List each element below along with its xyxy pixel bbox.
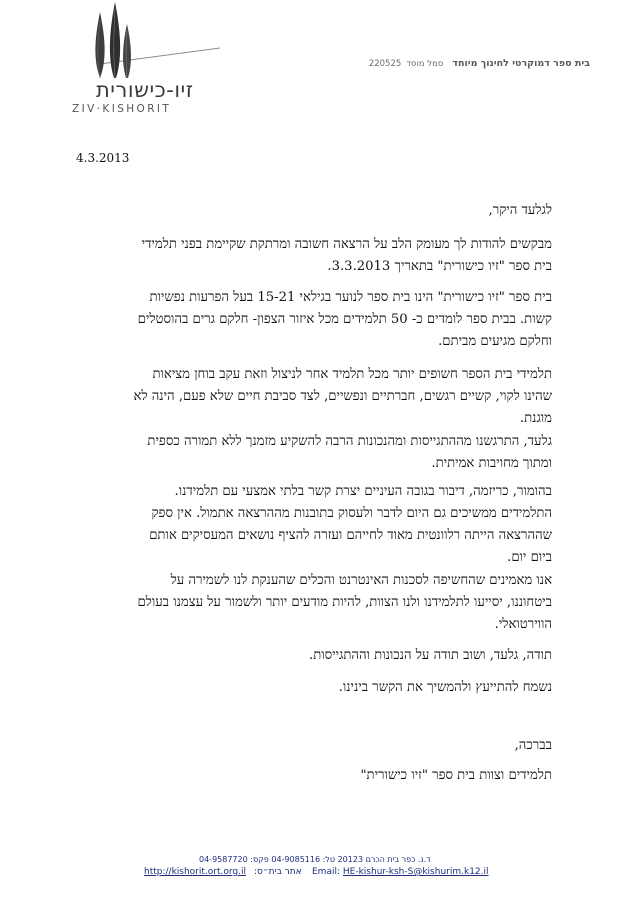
paragraph-2 — [72, 287, 552, 353]
text-line: שההרצאה הייתה רלוונטית מאוד לחייהם ועזרה להציף נושאים המעסיקים אותם — [149, 528, 552, 543]
signature-line: תלמידים וצוות בית ספר "זיו כישורית" — [360, 768, 552, 783]
trees-logo-icon — [70, 2, 220, 82]
paragraph-4 — [72, 431, 552, 475]
signature — [72, 765, 552, 787]
logo-name: זיו-כישורית — [96, 78, 194, 102]
text-line: הווירטואלי. — [494, 617, 552, 632]
website-link[interactable]: http://kishorit.ort.org.il — [144, 867, 246, 877]
letter-date: 4.3.2013 — [76, 151, 130, 165]
paragraph-1 — [72, 234, 552, 278]
paragraph-7 — [72, 645, 552, 667]
paragraph-8 — [72, 677, 552, 699]
paragraph-5 — [72, 481, 552, 569]
footer-address — [199, 855, 499, 864]
closing — [72, 735, 552, 757]
text-line: וחלקם מגיעים מביתם. — [438, 334, 552, 349]
text-line: קשות. בבית ספר לומדים כ- 50 תלמידים מכל איזור הצפון- חלקם גרים בהוסטלים — [137, 312, 552, 327]
text-line: תודה, גלעד, ושוב תודה על הנכונות וההתגייסות. — [309, 648, 552, 663]
symbol-number: 220525 — [368, 59, 402, 69]
paragraph-6 — [72, 570, 552, 636]
text-line: בית ספר "זיו כישורית" בתאריך 3.3.2013. — [327, 259, 552, 274]
text-line: ומתוך מחויבות אמיתית. — [431, 456, 552, 471]
text-line: התלמידים ממשיכים גם היום לדבר ולעסוק בתובנות מההרצאה אתמול. אין ספק — [151, 506, 552, 521]
text-line: ביטחוננו, יסייעו לתלמידנו ולנו הצוות, להיות מודעים יותר ולשמור על עצמנו בעולם — [137, 595, 552, 610]
logo-subtitle: ZIV·KISHORIT — [72, 103, 172, 115]
symbol-label: סמל מוסד — [406, 59, 444, 69]
institution-name: בית ספר דמוקרטי לחינוך מיוחד — [452, 58, 590, 69]
closing-line: בברכה, — [514, 738, 552, 753]
text-line: בית ספר "זיו כישורית" הינו בית ספר לנוער בגילאי 15-21 בעל הפרעות נפשיות — [149, 290, 552, 305]
email-label: Email: — [312, 867, 341, 877]
paragraph-3 — [72, 364, 552, 430]
text-line: ביום יום. — [507, 550, 552, 565]
text-line: אנו מאמינים שהחשיפה לסכנות האינטרנט והכלים שהענקת לנו לשמירה על — [170, 573, 552, 588]
address-line: ד.נ. כפר בית הכרם 20123 טל: 04-9085116 פקס: 04-9587720 — [199, 855, 431, 864]
text-line: גלעד, התרגשנו מההתגייסות ומהנכונות הרבה להשקיע מזמנך ללא תמורה כספית — [147, 434, 552, 449]
greeting — [72, 200, 552, 222]
text-line: בהומור, כריזמה, דיבור בגובה העיניים יצרת קשר בלתי אמצעי עם תלמידנו. — [174, 484, 552, 499]
email-link[interactable]: HE-kishur-ksh-S@kishurim.k12.il — [342, 867, 489, 877]
text-line: שהינו לקוי, קשיים רגשים, חברתיים ונפשיים, לצד סביבת חיים שלא פעם, הינה לא — [133, 389, 552, 404]
greeting-line: לגלעד היקר, — [488, 203, 552, 218]
text-line: נשמח להתייעץ ולהמשיך את הקשר בינינו. — [338, 680, 552, 695]
institution-header — [369, 58, 590, 69]
text-line: מבקשים להודות לך מעומק הלב על הרצאה חשובה ומרתקת שקיימת בפני תלמידי — [141, 237, 552, 252]
text-line: תלמידי בית הספר חשופים יותר מכל תלמיד אחר לניצול וזאת עקב בוחן מציאות — [152, 367, 552, 382]
text-line: מוגנת. — [519, 411, 552, 426]
website-label: אתר בית״ס: — [254, 867, 302, 877]
